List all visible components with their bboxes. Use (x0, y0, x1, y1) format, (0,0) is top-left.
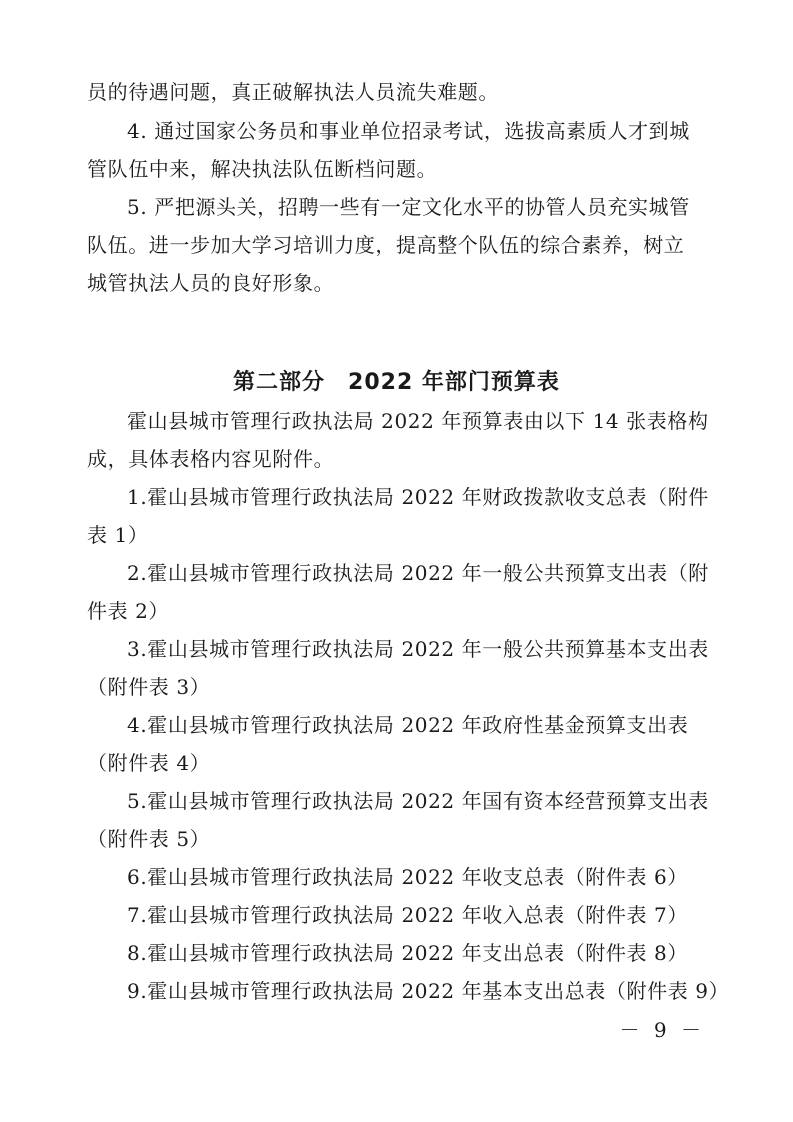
list-item: 5.霍山县城市管理行政执法局 2022 年国有资本经营预算支出表 (127, 789, 709, 813)
list-item: 1.霍山县城市管理行政执法局 2022 年财政拨款收支总表（附件 (127, 485, 709, 509)
list-item-continuation: 件表 2） (87, 599, 170, 623)
list-item-continuation: 表 1） (87, 523, 149, 547)
list-item: 4.霍山县城市管理行政执法局 2022 年政府性基金预算支出表 (127, 713, 689, 737)
list-item-continuation: （附件表 3） (87, 675, 211, 699)
list-item: 7.霍山县城市管理行政执法局 2022 年收入总表（附件表 7） (127, 903, 688, 927)
body-text-line: 队伍。进一步加大学习培训力度，提高整个队伍的综合素养，树立 (87, 233, 685, 257)
intro-text-line: 霍山县城市管理行政执法局 2022 年预算表由以下 14 张表格构 (127, 409, 709, 433)
body-text-line: 员的待遇问题，真正破解执法人员流失难题。 (87, 80, 499, 104)
section-heading: 第二部分 2022 年部门预算表 (233, 370, 560, 395)
list-item: 9.霍山县城市管理行政执法局 2022 年基本支出总表（附件表 9） (127, 979, 730, 1003)
body-text-line: 城管执法人员的良好形象。 (87, 271, 335, 295)
list-item-continuation: （附件表 5） (87, 827, 211, 851)
list-item: 6.霍山县城市管理行政执法局 2022 年收支总表（附件表 6） (127, 865, 688, 889)
list-item: 3.霍山县城市管理行政执法局 2022 年一般公共预算基本支出表 (127, 637, 709, 661)
list-item: 2.霍山县城市管理行政执法局 2022 年一般公共预算支出表（附 (127, 561, 709, 585)
body-text-line: 4. 通过国家公务员和事业单位招录考试，选拔高素质人才到城 (127, 119, 690, 143)
body-text-line: 5. 严把源头关，招聘一些有一定文化水平的协管人员充实城管 (127, 195, 690, 219)
page-number: － 9 － (619, 1018, 705, 1042)
intro-text-line: 成，具体表格内容见附件。 (87, 447, 335, 471)
list-item: 8.霍山县城市管理行政执法局 2022 年支出总表（附件表 8） (127, 941, 688, 965)
list-item-continuation: （附件表 4） (87, 751, 211, 775)
body-text-line: 管队伍中来，解决执法队伍断档问题。 (87, 157, 438, 181)
